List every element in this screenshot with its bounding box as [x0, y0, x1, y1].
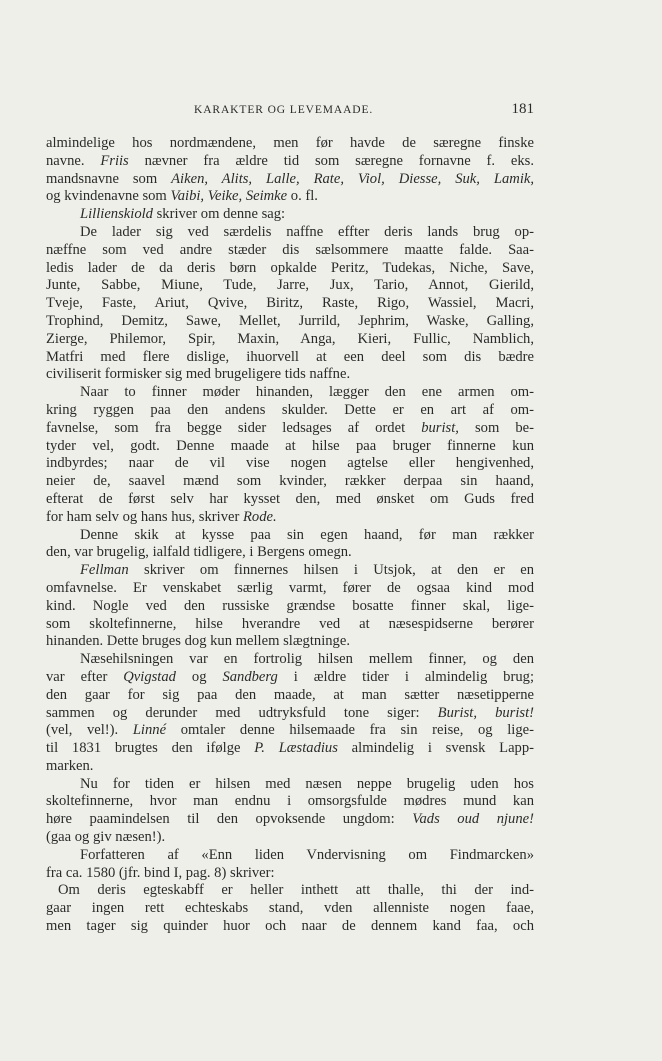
body-text [46, 135, 534, 936]
text-line: almindelige hos nordmændene, men før havde de særegne finske [46, 135, 534, 151]
text-line: til 1831 brugtes den ifølge P. Læstadius almindelig i svensk Lapp- [46, 740, 534, 757]
text-line: mandsnavne som Aiken, Alits, Lalle, Rate, Viol, Diesse, Suk, Lamik, [46, 170, 534, 187]
text-line: De lader sig ved særdelis naffne effter deris lands brug op- [80, 223, 534, 240]
text-line: Tveje, Faste, Ariut, Qvive, Biritz, Raste, Rigo, Wassiel, Macri, [46, 295, 534, 312]
text-line: (gaa og giv næsen!). [46, 829, 166, 846]
text-line: neier de, saavel mænd som kvinder, rækker derpaa sin haand, [46, 473, 534, 490]
text-line: hinanden. Dette bruges dog kun mellem slægtninge. [46, 633, 350, 650]
text-line: Junte, Sabbe, Miune, Tude, Jarre, Jux, Tario, Annot, Gierild, [46, 277, 534, 294]
text-line: Nu for tiden er hilsen med næsen neppe brugelig uden hos [80, 775, 534, 792]
text-line: Lillienskiold skriver om denne sag: [80, 206, 286, 223]
italic-text: Qvigstad [123, 668, 176, 685]
text-line: navne. Friis nævner fra ældre tid som særegne fornavne f. eks. [46, 152, 534, 169]
text-line: marken. [46, 757, 94, 774]
text-line: favnelse, som fra begge sider ledsages af ordet burist, som be- [46, 419, 534, 436]
italic-text: burist, [421, 419, 459, 436]
text-line: Naar to finner møder hinanden, lægger den ene armen om- [80, 384, 534, 401]
italic-text: Sandberg [222, 668, 278, 685]
text-line: Zierge, Philemor, Spir, Maxin, Anga, Kieri, Fullic, Namblich, [46, 330, 534, 347]
italic-text: Friis [100, 152, 129, 169]
text-line: Om deris egteskabff er heller inthett att thalle, thi der ind- [58, 882, 534, 899]
text-line: skoltefinnerne, hvor man endnu i omsorgsfulde mødres mund kan [46, 793, 534, 810]
text-line: indbyrdes; naar de vil vise nogen agtelse eller hengivenhed, [46, 455, 534, 472]
italic-text: Lillienskiold [80, 206, 153, 223]
text-line: efterat de først selv har kysset den, med ønsket om Guds fred [46, 490, 534, 507]
page-number: 181 [511, 101, 534, 117]
text-line: kind. Nogle ved den russiske grændse bosatte finner skal, lige- [46, 597, 534, 614]
text-line: civiliserit formisker sig med brugeligere tids naffne. [46, 366, 351, 383]
text-line: Næsehilsningen var en fortrolig hilsen mellem finner, og den [80, 651, 534, 668]
text-line: kring ryggen paa den andens skulder. Dette er en art af om- [46, 401, 534, 418]
text-line: den gaar for sig paa den maade, at man sætter næsetipperne [46, 686, 534, 703]
italic-text: P. Læstadius [254, 740, 338, 757]
italic-text: Linné [132, 722, 167, 739]
text-line: var efter Qvigstad og Sandberg i ældre tider i almindelig brug; [46, 668, 534, 685]
italic-text: Burist, burist! [437, 704, 534, 721]
text-line: sammen og derunder med udtryksfuld tone siger: Burist, burist! [46, 704, 534, 721]
text-line: næffne som ved andre stæder dis sælsommere maatte falde. Saa- [46, 241, 534, 258]
text-line: ledis lader de da deris børn opkalde Peritz, Tudekas, Niche, Save, [46, 259, 534, 276]
italic-text: Vaibi, Veike, Seimke [170, 188, 288, 205]
text-line: Matfri med flere dislige, ihuorvell at een deel som dis bædre [46, 348, 534, 365]
text-line: gaar ingen rett echteskabs stand, vden allenniste nogen faae, [46, 900, 534, 917]
text-line: den, var brugelig, ialfald tidligere, i Bergens omegn. [46, 544, 352, 561]
text-line: Forfatteren af «Enn liden Vndervisning om Findmarcken» [80, 846, 534, 863]
text-line: tyder vel, godt. Denne maade at hilse paa bruger finnerne kun [46, 437, 534, 454]
italic-text: Fellman [80, 562, 129, 579]
running-title: KARAKTER OG LEVEMAADE. [194, 104, 374, 116]
text-line: som skoltefinnerne, hilse hverandre ved at næsespidserne berører [46, 615, 534, 632]
text-line: høre paamindelsen til den opvoksende ungdom: Vads oud njune! [46, 811, 534, 828]
text-line: fra ca. 1580 (jfr. bind I, pag. 8) skriver: [46, 864, 275, 881]
text-line: Fellman skriver om finnernes hilsen i Utsjok, at den er en [80, 562, 534, 579]
italic-text: Rode. [242, 508, 277, 525]
text-line: men tager sig quinder huor och naar de dennem kand faa, och [46, 918, 534, 935]
italic-text: Vads oud njune! [412, 811, 534, 828]
text-line: Denne skik at kysse paa sin egen haand, før man rækker [80, 526, 534, 543]
text-line: for ham selv og hans hus, skriver Rode. [46, 508, 277, 525]
italic-text: Aiken, Alits, Lalle, Rate, Viol, Diesse, Suk, Lamik, [171, 170, 534, 187]
running-header [46, 101, 534, 122]
text-line: og kvindenavne som Vaibi, Veike, Seimke o. fl. [46, 188, 318, 205]
text-line: (vel, vel!). Linné omtaler denne hilsemaade fra sin reise, og lige- [46, 722, 534, 739]
text-line: Trophind, Demitz, Sawe, Mellet, Jurrild, Jephrim, Waske, Galling, [46, 312, 534, 329]
text-line: omfavnelse. Er venskabet særlig varmt, fører de ogsaa kind mod [46, 579, 534, 596]
